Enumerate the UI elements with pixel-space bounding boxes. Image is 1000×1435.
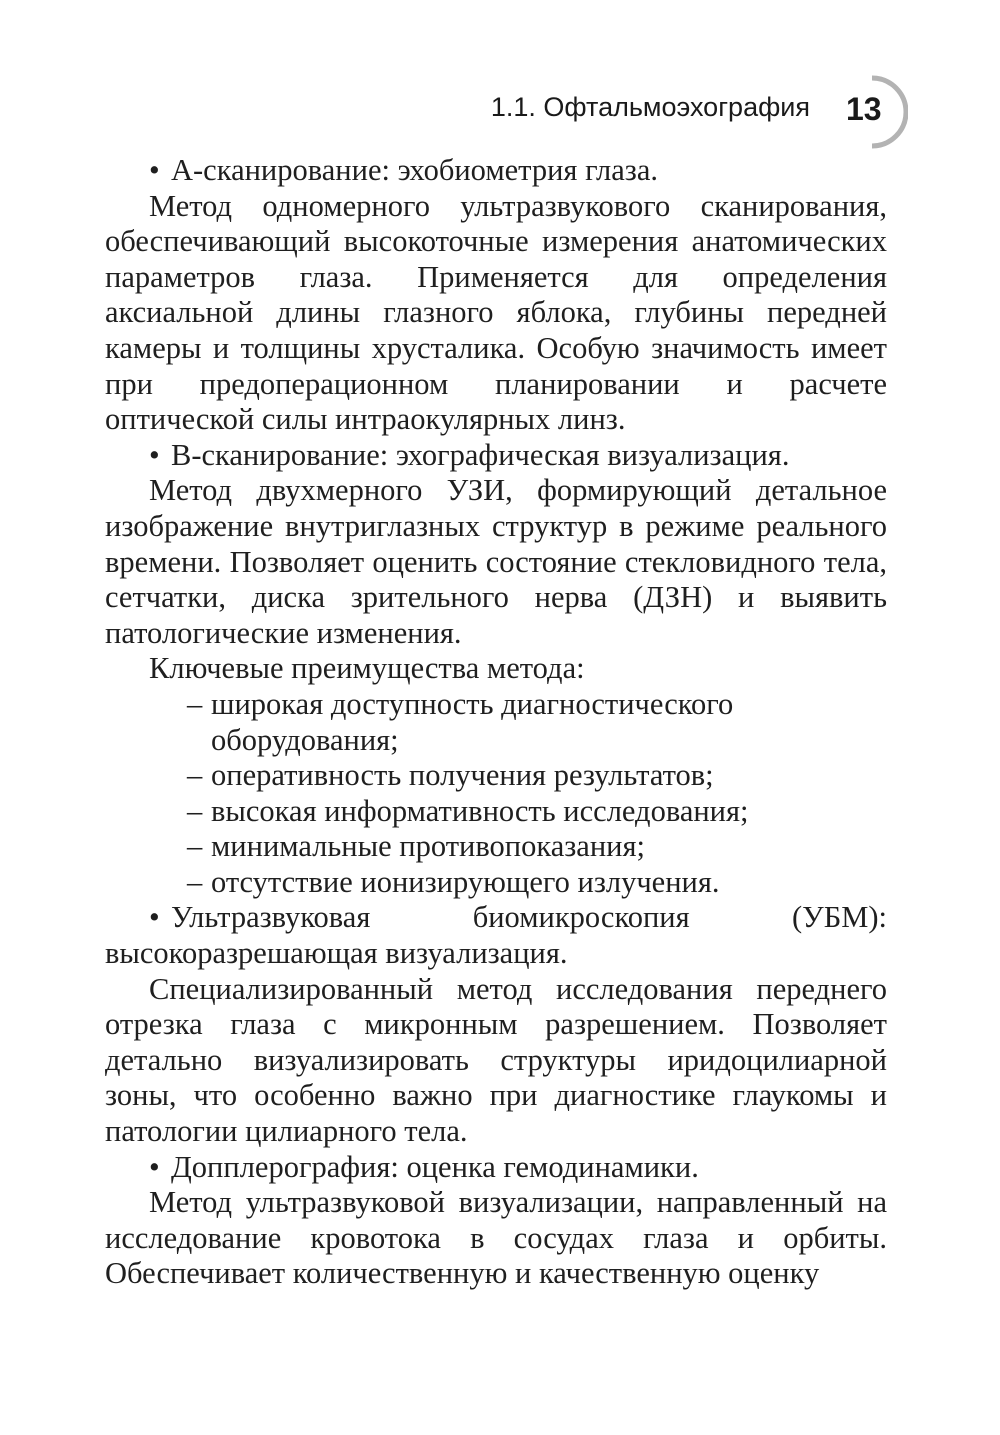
page-number: 13 <box>846 91 882 127</box>
list-item-text: отсутствие ионизирующего излучения. <box>211 864 720 899</box>
a-scan-heading: А-сканирование: эхобиометрия глаза. <box>171 153 659 187</box>
dash-glyph: – <box>187 829 203 864</box>
b-scan-text: Метод двухмерного УЗИ, формирующий детальное изображение внутриглазных структур в режиме реального времени. Позволяет оценить состояние стекловидного тела, сетчатки, диска зрительного нерва (ДЗН) и выявить патологические изменения. <box>105 473 887 650</box>
ubm-text: Специализированный метод исследования переднего отрезка глаза с микронным разрешением. Позволяет детально визуализировать структуры иридоцилиарной зоны, что особенно важно при диагностике глаукомы и патологии цилиарного тела. <box>105 971 887 1149</box>
page-number-badge <box>832 68 908 156</box>
list-item-text: широкая доступность диагностического оборудования; <box>211 686 734 757</box>
bullet-glyph: • <box>149 153 160 187</box>
doppler-heading-para <box>105 1150 887 1186</box>
advantages-intro: Ключевые преимущества метода: <box>149 651 585 686</box>
list-item <box>187 829 887 865</box>
ubm-heading-para <box>105 900 887 971</box>
a-scan-text: Метод одномерного ультразвукового сканирования, обеспечивающий высокоточные измерения анатомических параметров глаза. Применяется для определения аксиальной длины глазного яблока, глубины передней камеры и толщины хрусталика. Особую значимость имеет при предоперационном планировании и расчете оптической силы интраокулярных линз. <box>105 188 887 437</box>
list-item-text: высокая информативность исследования; <box>211 793 749 828</box>
bullet-glyph: • <box>149 900 160 935</box>
main-text <box>105 153 887 1292</box>
doppler-heading: Допплерография: оценка гемодинамики. <box>171 1149 699 1184</box>
list-item <box>187 687 887 758</box>
bullet-glyph: • <box>149 437 160 472</box>
a-scan-heading-para <box>105 153 887 189</box>
list-item <box>187 758 887 794</box>
bullet-glyph: • <box>149 1149 160 1184</box>
advantages-list <box>105 687 887 901</box>
list-item-text: оперативность получения результатов; <box>211 758 714 793</box>
dash-glyph: – <box>187 793 203 828</box>
doppler-text: Метод ультразвуковой визуализации, направленный на исследование кровотока в сосудах глаза и орбиты. Обеспечивает количественную и качественную оценку <box>105 1185 887 1291</box>
dash-glyph: – <box>187 758 203 793</box>
dash-glyph: – <box>187 686 203 721</box>
b-scan-heading-para <box>105 438 887 474</box>
b-scan-heading: В-сканирование: эхографическая визуализация. <box>171 437 790 472</box>
ubm-heading: Ультразвуковая биомикроскопия (УБМ): высокоразрешающая визуализация. <box>105 900 887 971</box>
running-head-title: 1.1. Офтальмоэхография <box>490 92 810 122</box>
list-item <box>187 794 887 830</box>
list-item <box>187 865 887 901</box>
dash-glyph: – <box>187 864 203 899</box>
list-item-text: минимальные противопоказания; <box>211 829 645 864</box>
